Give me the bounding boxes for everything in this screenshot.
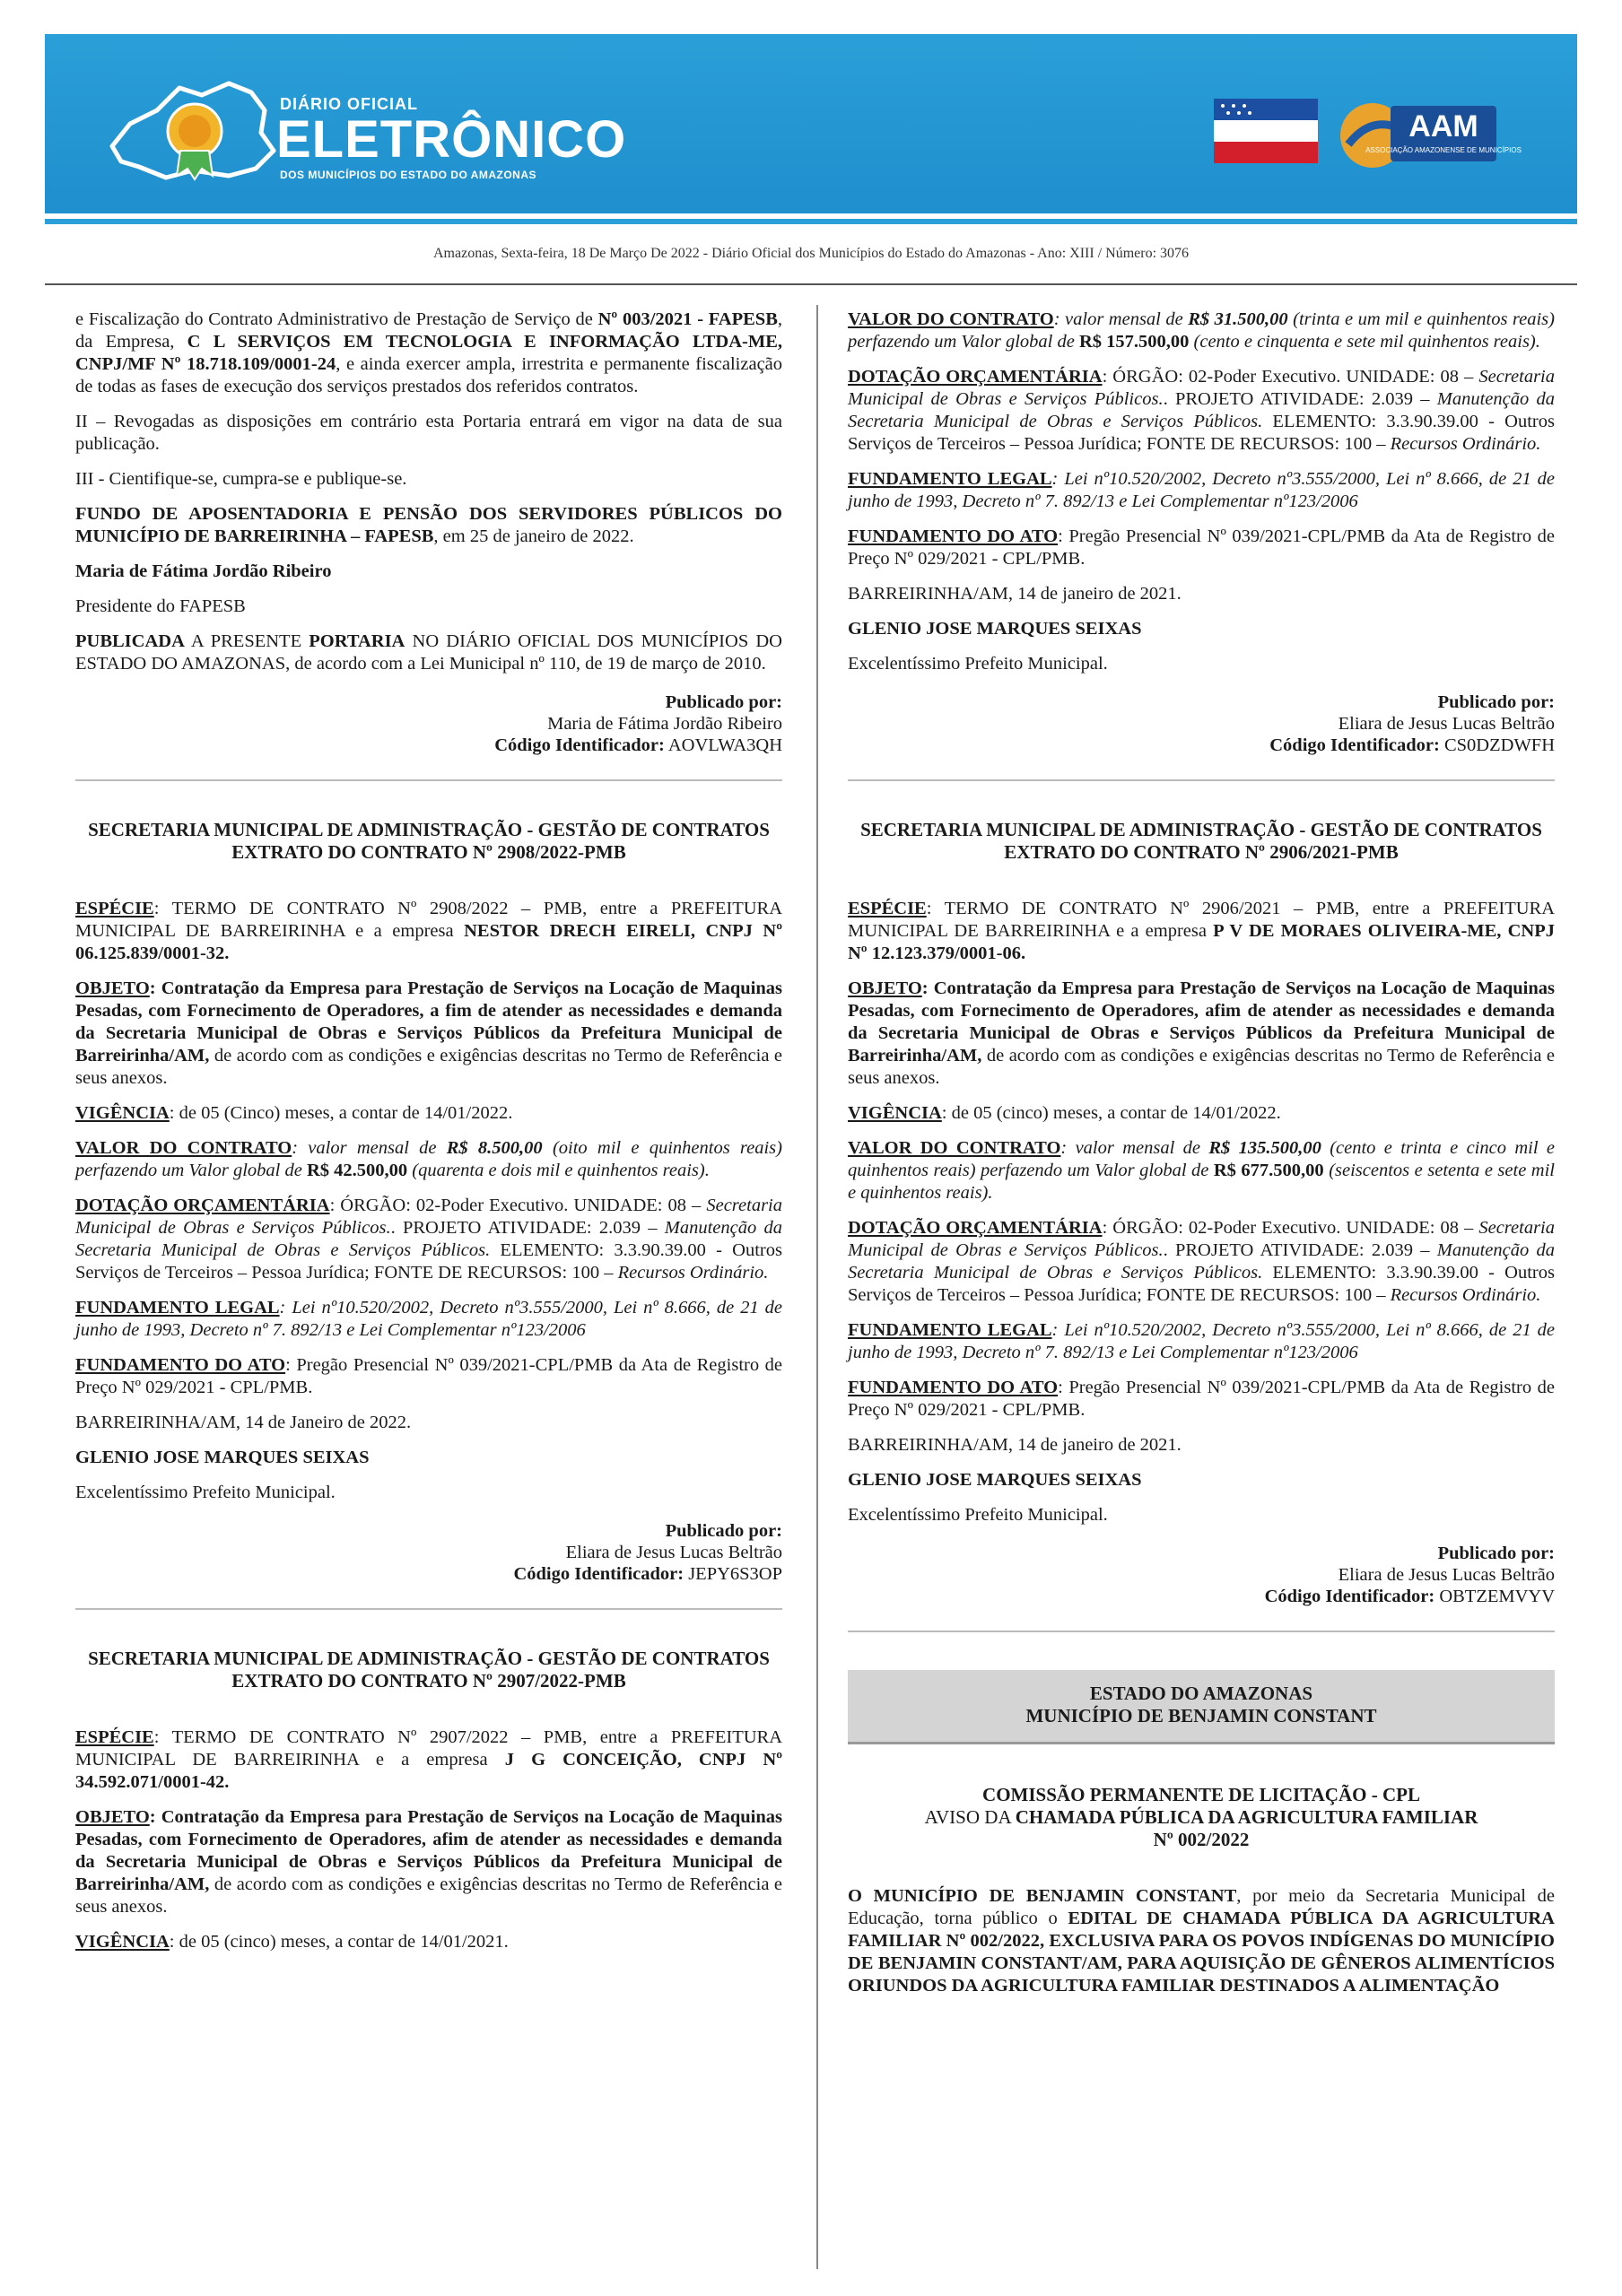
paragraph: O MUNICÍPIO DE BENJAMIN CONSTANT, por meio da Secretaria Municipal de Educação, torna público o EDITAL DE CHAMADA PÚBLICA DA AGRICULTURA FAMILIAR Nº 002/2022, EXCLUSIVA PARA OS POVOS INDÍGENAS DO MUNICÍPIO DE BENJAMIN CONSTANT/AM, PARA AQUISIÇÃO DE GÊNEROS ALIMENTÍCIOS ORIUNDOS DA AGRICULTURA FAMILIAR DESTINADOS A ALIMENTAÇÃO <box>848 1886 1555 1996</box>
paragraph: DOTAÇÃO ORÇAMENTÁRIA: ÓRGÃO: 02-Poder Executivo. UNIDADE: 08 – Secretaria Municipal de Obras e Serviços Públicos.. PROJETO ATIVIDADE: 2.039 – Manutenção da Secretaria Municipal de Obras e Serviços Públicos. ELEMENTO: 3.3.90.39.00 - Outros Serviços de Terceiros – Pessoa Jurídica; FONTE DE RECURSOS: 100 – Recursos Ordinário. <box>848 1218 1555 1305</box>
publisher-block: Publicado por: Eliara de Jesus Lucas Beltrão Código Identificador: JEPY6S3OP <box>513 1521 782 1584</box>
paragraph: II – Revogadas as disposições em contrário esta Portaria entrará em vigor na data de sua publicação. <box>75 412 782 454</box>
logo-title: ELETRÔNICO <box>276 110 627 169</box>
signer-name: GLENIO JOSE MARQUES SEIXAS <box>848 1470 1142 1490</box>
signer-role: Presidente do FAPESB <box>75 596 246 616</box>
paragraph: PUBLICADA A PRESENTE PORTARIA NO DIÁRIO OFICIAL DOS MUNICÍPIOS DO ESTADO DO AMAZONAS, de acordo com a Lei Municipal nº 110, de 19 de março de 2010. <box>75 631 782 674</box>
paragraph: ESPÉCIE: TERMO DE CONTRATO Nº 2906/2021 – PMB, entre a PREFEITURA MUNICIPAL DE BARREIRINHA e a empresa P V DE MORAES OLIVEIRA-ME, CNPJ Nº 12.123.379/0001-06. <box>848 899 1555 963</box>
paragraph: FUNDAMENTO DO ATO: Pregão Presencial Nº 039/2021-CPL/PMB da Ata de Registro de Preço Nº 029/2021 - CPL/PMB. <box>75 1355 783 1397</box>
place-date: BARREIRINHA/AM, 14 de janeiro de 2021. <box>848 1435 1182 1455</box>
paragraph: DOTAÇÃO ORÇAMENTÁRIA: ÓRGÃO: 02-Poder Executivo. UNIDADE: 08 – Secretaria Municipal de Obras e Serviços Públicos.. PROJETO ATIVIDADE: 2.039 – Manutenção da Secretaria Municipal de Obras e Serviços Públicos. ELEMENTO: 3.3.90.39.00 - Outros Serviços de Terceiros – Pessoa Jurídica; FONTE DE RECURSOS: 100 – Recursos Ordinário. <box>848 367 1555 454</box>
aam-logo-text: AAM <box>1408 109 1478 144</box>
section-title: SECRETARIA MUNICIPAL DE ADMINISTRAÇÃO - GESTÃO DE CONTRATOS EXTRATO DO CONTRATO Nº 2907/2022-PMB <box>88 1648 770 1692</box>
paragraph: VALOR DO CONTRATO: valor mensal de R$ 31.500,00 (trinta e um mil e quinhentos reais) perfazendo um Valor global de R$ 157.500,00 (cento e cinquenta e sete mil quinhentos reais). <box>848 309 1555 352</box>
identifier-code: OBTZEMVYV <box>1439 1587 1555 1606</box>
left-column <box>75 309 782 1966</box>
paragraph: ESPÉCIE: TERMO DE CONTRATO Nº 2907/2022 – PMB, entre a PREFEITURA MUNICIPAL DE BARREIRINHA e a empresa J G CONCEIÇÃO, CNPJ Nº 34.592.071/0001-42. <box>75 1727 782 1792</box>
signer-name: Maria de Fátima Jordão Ribeiro <box>75 561 332 581</box>
identifier-code: AOVLWA3QH <box>667 735 782 755</box>
identifier-code: JEPY6S3OP <box>688 1564 782 1584</box>
publisher-block: Publicado por: Maria de Fátima Jordão Ribeiro Código Identificador: AOVLWA3QH <box>494 692 782 755</box>
header-rule <box>45 283 1577 285</box>
column-divider <box>816 305 818 2269</box>
paragraph: FUNDAMENTO LEGAL: Lei nº10.520/2002, Decreto nº3.555/2000, Lei nº 8.666, de 21 de junho de 1993, Decreto nº 7. 892/13 e Lei Complementar nº123/2006 <box>848 1320 1555 1362</box>
section-title: SECRETARIA MUNICIPAL DE ADMINISTRAÇÃO - GESTÃO DE CONTRATOS EXTRATO DO CONTRATO Nº 2906/2021-PMB <box>860 819 1542 863</box>
publisher-block: Publicado por: Eliara de Jesus Lucas Beltrão Código Identificador: OBTZEMVYV <box>1264 1544 1555 1606</box>
amazonas-flag-icon <box>1214 99 1318 163</box>
signer-role: Excelentíssimo Prefeito Municipal. <box>75 1483 336 1502</box>
signer-name: GLENIO JOSE MARQUES SEIXAS <box>75 1448 370 1467</box>
paragraph: FUNDAMENTO DO ATO: Pregão Presencial Nº 039/2021-CPL/PMB da Ata de Registro de Preço Nº 029/2021 - CPL/PMB. <box>848 1378 1556 1420</box>
paragraph: FUNDAMENTO LEGAL: Lei nº10.520/2002, Decreto nº3.555/2000, Lei nº 8.666, de 21 de junho de 1993, Decreto nº 7. 892/13 e Lei Complementar nº123/2006 <box>848 469 1555 511</box>
identifier-code: CS0DZDWFH <box>1443 735 1555 755</box>
paragraph: FUNDO DE APOSENTADORIA E PENSÃO DOS SERVIDORES PÚBLICOS DO MUNICÍPIO DE BARREIRINHA – FAPESB, em 25 de janeiro de 2022. <box>75 504 782 546</box>
paragraph: OBJETO: Contratação da Empresa para Prestação de Serviços na Locação de Maquinas Pesadas, com Fornecimento de Operadores, a fim de atender as necessidades e demanda da Secretaria Municipal de Obras e Serviços Públicos da Prefeitura Municipal de Barreirinha/AM, de acordo com as condições e exigências descritas no Termo de Referência e seus anexos. <box>75 978 782 1088</box>
signer-role: Excelentíssimo Prefeito Municipal. <box>848 654 1108 674</box>
place-date: BARREIRINHA/AM, 14 de janeiro de 2021. <box>848 584 1182 604</box>
paragraph: OBJETO: Contratação da Empresa para Prestação de Serviços na Locação de Maquinas Pesadas, com Fornecimento de Operadores, afim de atender as necessidades e demanda da Secretaria Municipal de Obras e Serviços Públicos da Prefeitura Municipal de Barreirinha/AM, de acordo com as condições e exigências descritas no Termo de Referência e seus anexos. <box>848 978 1555 1088</box>
section-title: SECRETARIA MUNICIPAL DE ADMINISTRAÇÃO - GESTÃO DE CONTRATOS EXTRATO DO CONTRATO Nº 2908/2022-PMB <box>88 819 770 863</box>
section-separator <box>75 1608 782 1610</box>
section-separator <box>848 779 1555 781</box>
place-date: BARREIRINHA/AM, 14 de Janeiro de 2022. <box>75 1413 412 1432</box>
dateline: Amazonas, Sexta-feira, 18 De Março De 2022 - Diário Oficial dos Municípios do Estado do Amazonas - Ano: XIII / Número: 3076 <box>432 246 1190 261</box>
header-banner <box>45 34 1577 213</box>
paragraph: VIGÊNCIA: de 05 (cinco) meses, a contar de 14/01/2021. <box>75 1932 509 1952</box>
section-separator <box>848 1631 1555 1632</box>
paragraph: VIGÊNCIA: de 05 (Cinco) meses, a contar de 14/01/2022. <box>75 1103 513 1123</box>
paragraph: VIGÊNCIA: de 05 (cinco) meses, a contar de 14/01/2022. <box>848 1103 1281 1123</box>
logo-subtitle-top: DIÁRIO OFICIAL <box>280 95 418 113</box>
paragraph: OBJETO: Contratação da Empresa para Prestação de Serviços na Locação de Maquinas Pesadas, com Fornecimento de Operadores, afim de atender as necessidades e demanda da Secretaria Municipal de Obras e Serviços Públicos da Prefeitura Municipal de Barreirinha/AM, de acordo com as condições e exigências descritas no Termo de Referência e seus anexos. <box>75 1807 782 1917</box>
signer-role: Excelentíssimo Prefeito Municipal. <box>848 1505 1108 1525</box>
paragraph: FUNDAMENTO LEGAL: Lei nº10.520/2002, Decreto nº3.555/2000, Lei nº 8.666, de 21 de junho de 1993, Decreto nº 7. 892/13 e Lei Complementar nº123/2006 <box>75 1298 782 1340</box>
publisher-block: Publicado por: Eliara de Jesus Lucas Beltrão Código Identificador: CS0DZDWFH <box>1269 692 1555 755</box>
paragraph: VALOR DO CONTRATO: valor mensal de R$ 8.500,00 (oito mil e quinhentos reais) perfazendo um Valor global de R$ 42.500,00 (quarenta e dois mil e quinhentos reais). <box>75 1138 782 1180</box>
paragraph: VALOR DO CONTRATO: valor mensal de R$ 135.500,00 (cento e trinta e cinco mil e quinhentos reais) perfazendo um Valor global de R$ 677.500,00 (seiscentos e setenta e sete mil e quinhentos reais). <box>848 1138 1555 1203</box>
section-title: COMISSÃO PERMANENTE DE LICITAÇÃO - CPL AVISO DA CHAMADA PÚBLICA DA AGRICULTURA FAMILIAR Nº 002/2022 <box>924 1784 1478 1850</box>
municipality-header-box: ESTADO DO AMAZONAS MUNICÍPIO DE BENJAMIN CONSTANT <box>848 1670 1555 1744</box>
paragraph: ESPÉCIE: TERMO DE CONTRATO Nº 2908/2022 – PMB, entre a PREFEITURA MUNICIPAL DE BARREIRINHA e a empresa NESTOR DRECH EIRELI, CNPJ Nº 06.125.839/0001-32. <box>75 899 783 963</box>
section-separator <box>75 779 782 781</box>
paragraph: III - Cientifique-se, cumpra-se e publique-se. <box>75 469 407 489</box>
paragraph: e Fiscalização do Contrato Administrativo de Prestação de Serviço de Nº 003/2021 - FAPESB, da Empresa, C L SERVIÇOS EM TECNOLOGIA E INFORMAÇÃO LTDA-ME, CNPJ/MF Nº 18.718.109/0001-24, e ainda exercer ampla, irrestrita e permanente fiscalização de todas as fases de execução dos serviços prestados dos referidos contratos. <box>75 309 783 396</box>
paragraph: DOTAÇÃO ORÇAMENTÁRIA: ÓRGÃO: 02-Poder Executivo. UNIDADE: 08 – Secretaria Municipal de Obras e Serviços Públicos.. PROJETO ATIVIDADE: 2.039 – Manutenção da Secretaria Municipal de Obras e Serviços Públicos. ELEMENTO: 3.3.90.39.00 - Outros Serviços de Terceiros – Pessoa Jurídica; FONTE DE RECURSOS: 100 – Recursos Ordinário. <box>75 1196 782 1283</box>
logo-subtitle-bottom: DOS MUNICÍPIOS DO ESTADO DO AMAZONAS <box>280 169 537 181</box>
signer-name: GLENIO JOSE MARQUES SEIXAS <box>848 619 1142 639</box>
aam-logo-icon <box>1335 95 1522 171</box>
banner-underline <box>45 219 1577 224</box>
aam-logo-subtext: ASSOCIAÇÃO AMAZONENSE DE MUNICÍPIOS <box>1365 146 1522 154</box>
right-column <box>848 309 1555 2010</box>
paragraph: FUNDAMENTO DO ATO: Pregão Presencial Nº 039/2021-CPL/PMB da Ata de Registro de Preço Nº 029/2021 - CPL/PMB. <box>848 526 1556 569</box>
